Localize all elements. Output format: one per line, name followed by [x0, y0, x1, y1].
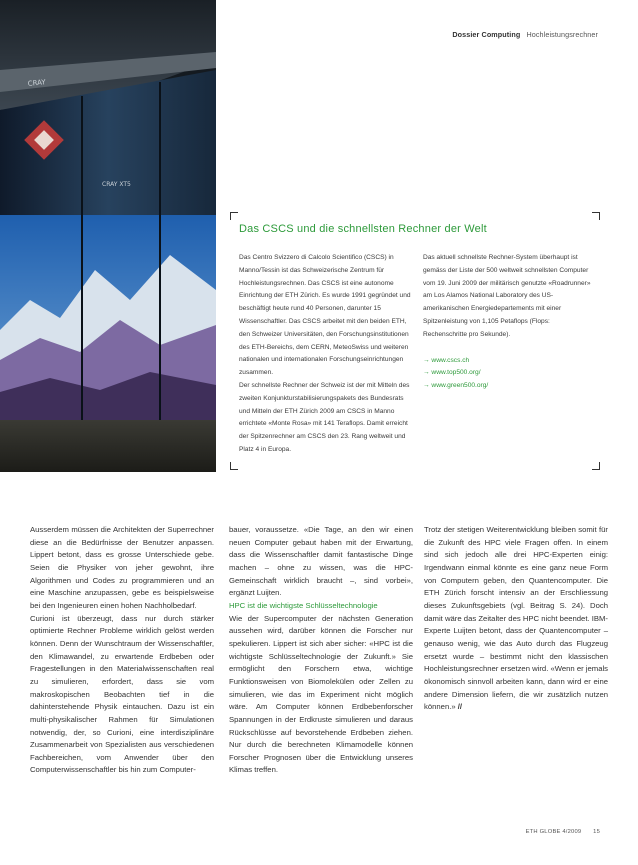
box-corner-top-right [592, 212, 600, 220]
supercomputer-photo [0, 0, 216, 472]
link-cscs[interactable]: → www.cscs.ch [423, 356, 470, 364]
info-box-right-column [423, 252, 595, 393]
body-column-3 [424, 524, 608, 714]
body-column-2 [229, 524, 413, 777]
page-header [452, 30, 598, 39]
link-green500[interactable]: → www.green500.org/ [423, 382, 489, 390]
supercomputer-illustration [0, 0, 216, 472]
topic-label: Hochleistungsrechner [526, 30, 598, 39]
page-number: 15 [593, 829, 600, 835]
subheading: HPC ist die wichtigste Schlüsseltechnologie [229, 600, 378, 610]
info-box-title: Das CSCS und die schnellsten Rechner der Welt [239, 223, 487, 235]
info-box-paragraph: Das aktuell schnellste Rechner-System überhaupt ist gemäss der Liste der 500 weltweit schnellsten Computer vom 19. Juni 2009 der militärisch genutzte «Roadrunner» am Los Alamos National Laboratory des US-amerikanischen Energiedepartements mit einer Spitzenleistung von 1,105 Petaflops (Flops: Rechenschritte pro Sekunde). [423, 254, 591, 338]
body-paragraph: Wie der Supercomputer der nächsten Generation aussehen wird, darüber können die Forscher nur spekulieren. Lippert ist sich aber sicher: «HPC ist die wichtigste Schlüsseltechnologie der Zukunft.» Sie ermöglicht den Forschern etwa, wichtige Funktionsweisen von Biomolekülen oder Zellen zu simulieren, wie das im Experiment nicht möglich wäre. Am Computer können Erdbebenforscher Spannungen in der Erdkruste simulieren und daraus Rückschlüsse auf bevorstehende Erdbeben ziehen. Nur durch die berechneten Klimamodelle können Forscher Prognosen über die Entwicklung unseres Klimas treffen. [229, 613, 413, 775]
body-column-1 [30, 524, 214, 777]
link-top500[interactable]: → www.top500.org/ [423, 369, 481, 377]
svg-text:CRAY: CRAY [27, 78, 47, 88]
page-footer [526, 829, 600, 835]
svg-text:CRAY XT5: CRAY XT5 [102, 181, 131, 188]
section-label: Dossier Computing [452, 30, 521, 39]
link-list [423, 355, 595, 393]
box-corner-bottom-right [592, 462, 600, 470]
info-box-paragraph: Das Centro Svizzero di Calcolo Scientifico (CSCS) in Manno/Tessin ist das Schweizerische Zentrum für Hochleistungsrechnen. Das CSCS ist eine autonome Einrichtung der ETH Zürich. Es wurde 1991 gegründet und beschäftigt heute rund 40 Personen, darunter 15 Wissenschaftler. Das CSCS arbeitet mit den beiden ETH, den Schweizer Universitäten, den Forschungsinstitutionen des ETH-Bereichs, dem CERN, MeteoSwiss und weiteren nationalen und internationalen Forschungseinrichtungen zusammen. [239, 254, 411, 377]
end-mark: // [457, 702, 463, 712]
body-paragraph: Curioni ist überzeugt, dass nur durch stärker optimierte Rechner Probleme wirklich gelöst werden können. Denn der Wunschtraum der Wissenschaftler, den Klimawandel, zu erwartende Erdbeben oder Fragestellungen in den Materialwissenschaften real zu simulieren, erfordert, dass sie vom makroskopischen Beobachten tief in die dahinterstehende Physik eintauchen. Dazu ist ein multi-physikalischer Rahmen für Simulationen notwendig, der, so Curioni, eine interdisziplinäre Zusammenarbeit von Spezialisten aus verschiedenen Fachbereichen, vom Anwender über den Computerwissenschaftler bis hin zum Computer- [30, 613, 214, 775]
publication-label: ETH GLOBE 4/2009 [525, 829, 582, 835]
body-paragraph: Ausserdem müssen die Architekten der Superrechner diese an die Bedürfnisse der Benutzer anpassen. Lippert betont, dass es grosse Unterschiede gebe. Seien die Physiker von jeher gewohnt, ihre Algorithmen und Codes zu programmieren und an eine Maschine anzupassen, gebe es beispielsweise bei den Ingenieuren einen hohen Nachholbedarf. [30, 525, 214, 610]
info-box-paragraph: Der schnellste Rechner der Schweiz ist der mit Mitteln des zweiten Konjunkturstabilisierungspakets des Bundesrats und Mitteln der ETH Zürich 2009 am CSCS in Manno errichtete «Monte Rosa» mit 141 Teraflops. Damit erreicht der Spitzenrechner am CSCS den 23. Rang weltweit und Platz 4 in Europa. [239, 381, 410, 453]
body-paragraph: bauer, voraussetze. «Die Tage, an den wir einen neuen Computer gebaut haben mit der Erwartung, dass die Wissenschaftler damit fantastische Dinge machen – ohne zu wissen, was die HPC-Gemeinschaft wirklich braucht –, sind vorbei», ergänzt Luijten. [229, 525, 413, 598]
info-box-left-column [239, 252, 411, 457]
box-corner-bottom-left [230, 462, 238, 470]
body-paragraph: Trotz der stetigen Weiterentwicklung bleiben somit für die Zukunft des HPC viele Fragen offen. In einem sind sich jedoch alle drei HPC-Experten einig: Irgendwann einmal könnte es eine ganz neue Form von Computern geben, den Quantencomputer. Die ETH Zürich forscht intensiv an der Erschliessung dieses Zukunftsgebiets (vgl. Beitrag S. 24). Doch damit wäre das Zeitalter des HPC nicht beendet. IBM-Experte Luijten betont, dass der Quantencomputer – genauso wenig, wie das Auto durch das Flugzeug ersetzt wurde – bestimmt nicht den klassischen Hochleistungsrechner ersetzen wird. «Wenn er jemals ökonomisch sinnvoll arbeiten kann, dann wird er eine andere Dimension liefern, die wir zusätzlich nutzen können.» [424, 525, 609, 712]
box-corner-top-left [230, 212, 238, 220]
